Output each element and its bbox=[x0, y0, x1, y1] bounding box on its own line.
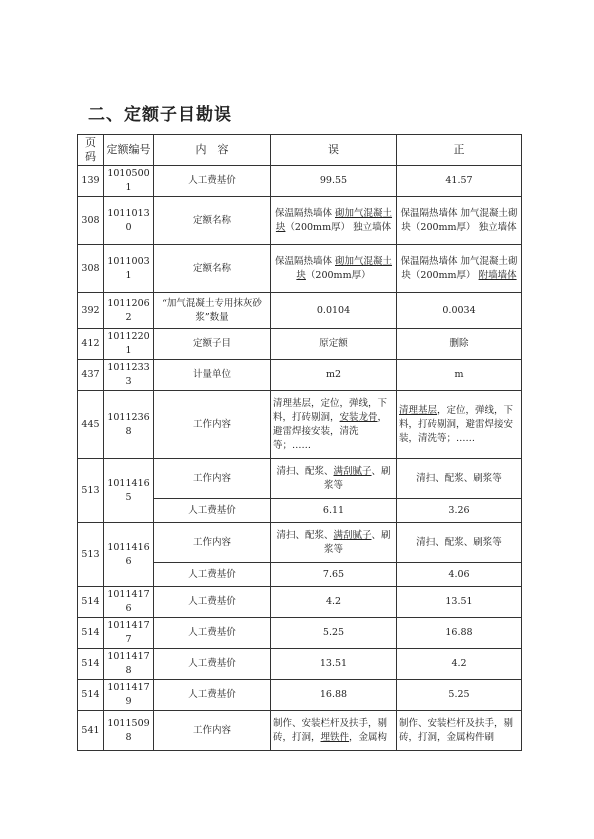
text-segment: 保温隔热墙体 加气混凝土砌块（200mm厚） 独立墙体 bbox=[400, 207, 518, 233]
cell-content: 人工费基价 bbox=[154, 618, 271, 649]
cell-content: 人工费基价 bbox=[154, 649, 271, 680]
text-segment: 7.65 bbox=[322, 568, 345, 580]
text-segment: m bbox=[454, 369, 464, 380]
cell-content: 工作内容 bbox=[154, 459, 271, 499]
text-segment: 清扫、配浆、刷浆等 bbox=[416, 536, 502, 548]
cell-code: 10114165 bbox=[104, 459, 154, 523]
cell-page: 437 bbox=[78, 360, 104, 391]
cell-code: 10112368 bbox=[104, 391, 154, 459]
text-segment: m2 bbox=[325, 369, 342, 380]
cell-content: “加气混凝土专用抹灰砂浆”数量 bbox=[154, 293, 271, 329]
text-segment: 5.25 bbox=[322, 627, 345, 638]
cell-wrong bbox=[271, 680, 397, 711]
text-segment: ，金属构 bbox=[349, 731, 388, 743]
cell-code: 10114176 bbox=[104, 587, 154, 618]
table-row bbox=[78, 618, 522, 649]
cell-content: 定额名称 bbox=[154, 245, 271, 293]
cell-code: 10115098 bbox=[104, 711, 154, 751]
table-row bbox=[78, 711, 522, 751]
cell-content: 人工费基价 bbox=[154, 587, 271, 618]
text-segment: 砌加气混凝土块 bbox=[296, 255, 393, 281]
cell-wrong bbox=[271, 459, 397, 499]
text-segment: 0.0034 bbox=[442, 304, 476, 316]
cell-right bbox=[397, 245, 522, 293]
text-segment: 4.2 bbox=[451, 658, 467, 669]
header-content: 内 容 bbox=[154, 135, 271, 166]
cell-right bbox=[397, 360, 522, 391]
cell-page: 445 bbox=[78, 391, 104, 459]
text-segment: 删除 bbox=[449, 338, 469, 349]
cell-code: 10110130 bbox=[104, 197, 154, 245]
cell-right bbox=[397, 587, 522, 618]
cell-page: 514 bbox=[78, 649, 104, 680]
table-row bbox=[78, 680, 522, 711]
cell-right bbox=[397, 197, 522, 245]
cell-content: 计量单位 bbox=[154, 360, 271, 391]
table-row bbox=[78, 329, 522, 360]
cell-wrong bbox=[271, 391, 397, 459]
text-segment: 4.06 bbox=[448, 568, 470, 580]
text-segment: 0.0104 bbox=[316, 304, 351, 316]
cell-content: 人工费基价 bbox=[154, 166, 271, 197]
cell-right bbox=[397, 459, 522, 499]
cell-page: 514 bbox=[78, 618, 104, 649]
text-segment: （200mm厚） 独立墙体 bbox=[285, 221, 392, 233]
table-row bbox=[78, 587, 522, 618]
cell-wrong bbox=[271, 245, 397, 293]
errata-table bbox=[77, 134, 522, 751]
cell-wrong bbox=[271, 523, 397, 563]
table-body bbox=[78, 166, 522, 751]
cell-right bbox=[397, 329, 522, 360]
cell-right bbox=[397, 563, 522, 587]
text-segment: 3.26 bbox=[448, 504, 470, 516]
text-segment: 制作、安装栏杆及扶手，剔砖，打洞， bbox=[273, 717, 388, 743]
cell-wrong bbox=[271, 329, 397, 360]
text-segment: 清扫、配浆、 bbox=[276, 529, 334, 541]
cell-code: 10114166 bbox=[104, 523, 154, 587]
text-segment: ，避雷焊接安装，清洗等；…… bbox=[273, 411, 388, 451]
cell-code: 10112201 bbox=[104, 329, 154, 360]
table-row bbox=[78, 523, 522, 563]
cell-wrong bbox=[271, 563, 397, 587]
cell-wrong bbox=[271, 293, 397, 329]
cell-right bbox=[397, 166, 522, 197]
text-segment: 满刮腻子 bbox=[333, 465, 372, 477]
cell-right bbox=[397, 293, 522, 329]
text-segment: 、刷浆等 bbox=[323, 529, 391, 555]
cell-code: 10110031 bbox=[104, 245, 154, 293]
cell-content: 人工费基价 bbox=[154, 499, 271, 523]
text-segment: 4.2 bbox=[325, 596, 342, 607]
clip-wrapper bbox=[273, 717, 394, 745]
text-segment: 6.11 bbox=[322, 504, 345, 516]
table-row bbox=[78, 459, 522, 499]
header-wrong: 误 bbox=[271, 135, 397, 166]
text-segment: 41.57 bbox=[445, 175, 473, 186]
cell-wrong bbox=[271, 197, 397, 245]
cell-page: 513 bbox=[78, 459, 104, 523]
table-row bbox=[78, 293, 522, 329]
text-segment: 制作、安装栏杆及扶手，剔砖，打洞，金属构件刷 bbox=[399, 717, 514, 743]
cell-right bbox=[397, 680, 522, 711]
cell-wrong bbox=[271, 499, 397, 523]
cell-right bbox=[397, 649, 522, 680]
cell-page: 308 bbox=[78, 245, 104, 293]
cell-wrong bbox=[271, 649, 397, 680]
clip-wrapper bbox=[399, 717, 519, 745]
table-row bbox=[78, 166, 522, 197]
cell-content: 工作内容 bbox=[154, 391, 271, 459]
cell-page: 514 bbox=[78, 587, 104, 618]
text-segment: 原定额 bbox=[319, 338, 348, 349]
text-segment: 埋铁件 bbox=[320, 731, 350, 743]
text-segment: 13.51 bbox=[319, 658, 348, 669]
page-title: 二、定额子目勘误 bbox=[88, 105, 232, 125]
text-segment: 5.25 bbox=[448, 689, 470, 700]
text-segment: 砌加气混凝土块 bbox=[275, 207, 393, 233]
table-row bbox=[78, 197, 522, 245]
cell-wrong bbox=[271, 166, 397, 197]
cell-right bbox=[397, 711, 522, 751]
cell-content: 工作内容 bbox=[154, 711, 271, 751]
cell-page: 139 bbox=[78, 166, 104, 197]
text-segment: 安装龙骨 bbox=[339, 411, 378, 423]
cell-right bbox=[397, 618, 522, 649]
header-right: 正 bbox=[397, 135, 522, 166]
table-row bbox=[78, 649, 522, 680]
cell-wrong bbox=[271, 711, 397, 751]
text-segment: 16.88 bbox=[445, 627, 473, 638]
text-segment: 清扫、配浆、刷浆等 bbox=[416, 472, 502, 484]
text-segment: 、刷浆等 bbox=[323, 465, 391, 491]
text-segment: 16.88 bbox=[319, 689, 348, 700]
text-segment: 99.55 bbox=[319, 175, 348, 186]
text-segment: 清扫、配浆、 bbox=[276, 465, 334, 477]
cell-content: 人工费基价 bbox=[154, 563, 271, 587]
text-segment: ，定位，弹线，下料，打砖剔洞，避雷焊接安装，清洗等；…… bbox=[399, 404, 514, 444]
cell-content: 人工费基价 bbox=[154, 680, 271, 711]
cell-code: 10114178 bbox=[104, 649, 154, 680]
cell-code: 10114179 bbox=[104, 680, 154, 711]
header-code: 定额编号 bbox=[104, 135, 154, 166]
text-segment: 保温隔热墙体 加气混凝土砌块（200mm厚） bbox=[400, 255, 518, 281]
cell-page: 513 bbox=[78, 523, 104, 587]
cell-page: 412 bbox=[78, 329, 104, 360]
cell-code: 10112333 bbox=[104, 360, 154, 391]
table-header-row bbox=[78, 135, 522, 166]
cell-content: 定额子目 bbox=[154, 329, 271, 360]
text-segment: （200mm厚） bbox=[305, 269, 371, 281]
cell-wrong bbox=[271, 360, 397, 391]
cell-content: 工作内容 bbox=[154, 523, 271, 563]
cell-content: 定额名称 bbox=[154, 197, 271, 245]
cell-wrong bbox=[271, 587, 397, 618]
text-segment: 13.51 bbox=[445, 596, 473, 607]
text-segment: 满刮腻子 bbox=[333, 529, 372, 541]
cell-right bbox=[397, 499, 522, 523]
table-row bbox=[78, 391, 522, 459]
cell-page: 514 bbox=[78, 680, 104, 711]
cell-page: 541 bbox=[78, 711, 104, 751]
text-segment: 清理基层，定位，弹线，下料，打砖剔洞， bbox=[273, 397, 388, 423]
cell-code: 10114177 bbox=[104, 618, 154, 649]
cell-code: 10112062 bbox=[104, 293, 154, 329]
table-row bbox=[78, 245, 522, 293]
cell-page: 392 bbox=[78, 293, 104, 329]
text-segment: 保温隔热墙体 bbox=[274, 255, 335, 267]
text-segment: 保温隔热墙体 bbox=[274, 207, 335, 219]
cell-right bbox=[397, 391, 522, 459]
cell-code: 10105001 bbox=[104, 166, 154, 197]
cell-wrong bbox=[271, 618, 397, 649]
cell-right bbox=[397, 523, 522, 563]
text-segment: 清理基层 bbox=[399, 404, 438, 416]
header-page: 页码 bbox=[78, 135, 104, 166]
table-row bbox=[78, 360, 522, 391]
text-segment: 附墙墙体 bbox=[478, 269, 517, 281]
cell-page: 308 bbox=[78, 197, 104, 245]
